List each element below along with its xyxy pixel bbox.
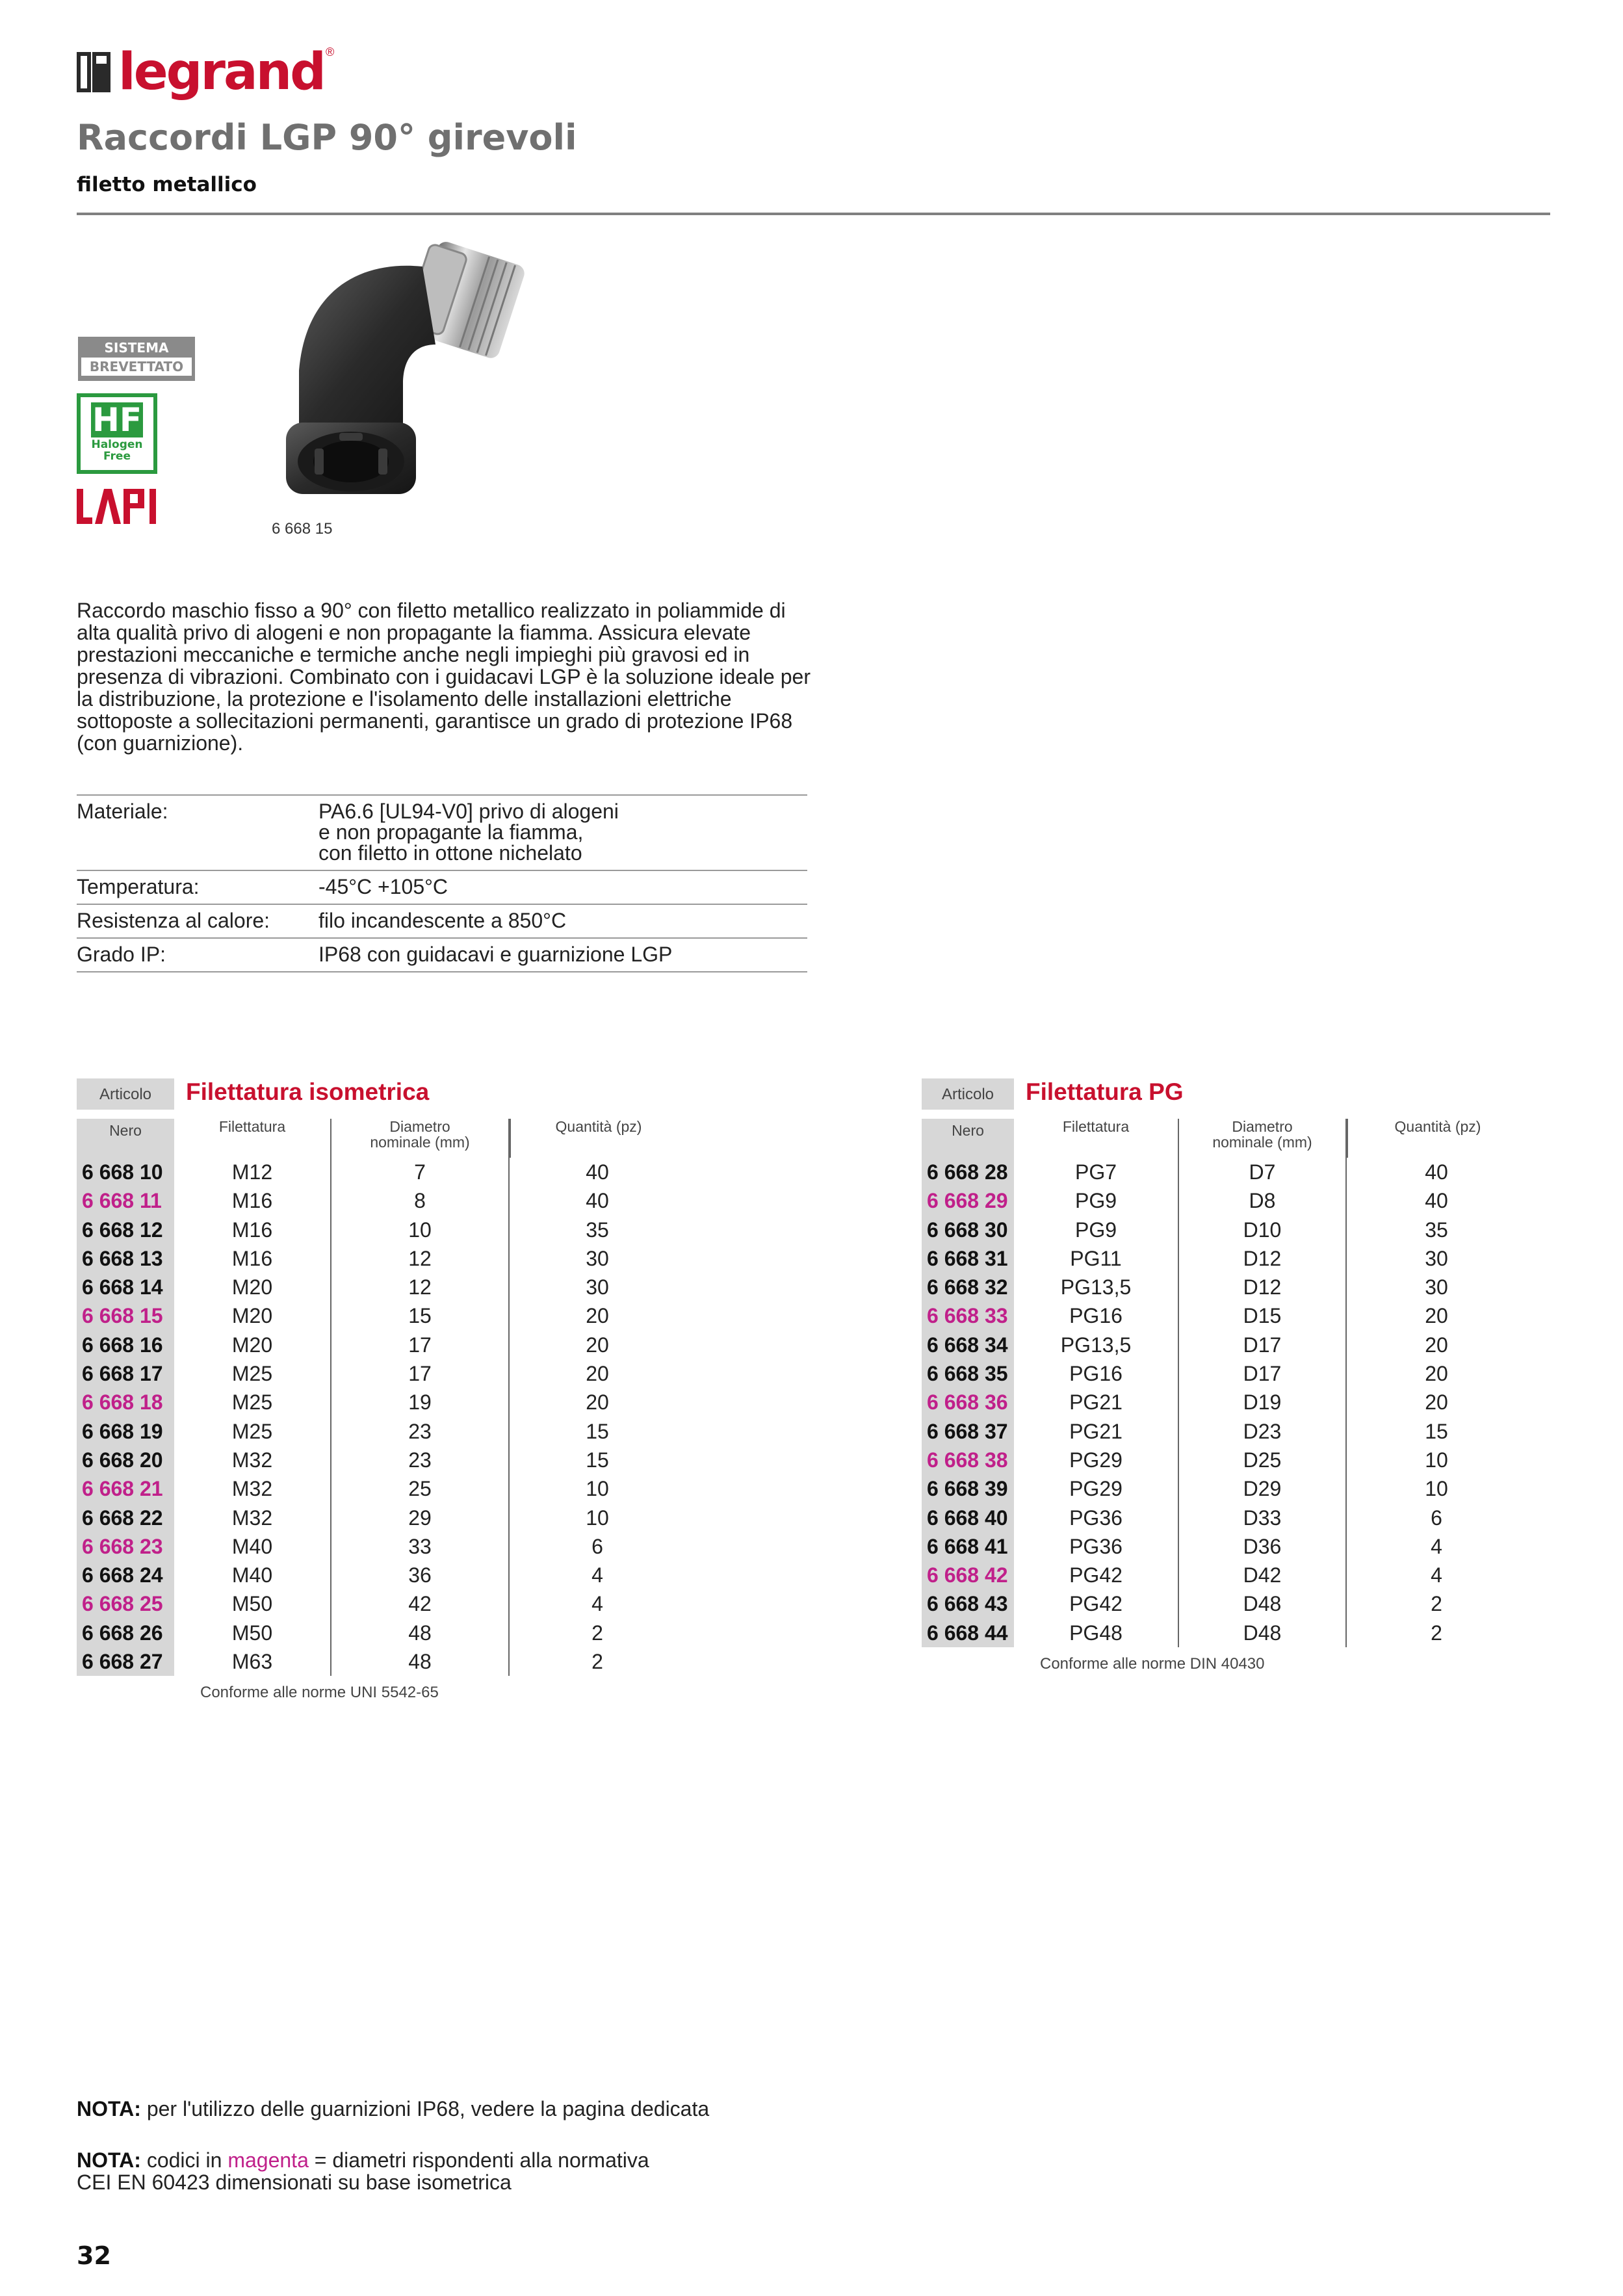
table-row [922, 1474, 1546, 1503]
article-code: 6 668 17 [77, 1359, 174, 1388]
table-pg [922, 1071, 1546, 1673]
column-headers [922, 1119, 1546, 1158]
article-code: 6 668 20 [77, 1446, 174, 1474]
article-code: 6 668 32 [922, 1273, 1014, 1301]
halogen-label: Halogen [91, 438, 143, 451]
thread-size: M32 [231, 1477, 273, 1501]
quantity: 40 [586, 1160, 609, 1184]
nominal-diameter: D15 [1178, 1301, 1347, 1330]
brand-name: legrand [118, 43, 324, 101]
table-row [77, 1244, 701, 1273]
table-row [77, 1388, 701, 1416]
nominal-diameter: 23 [330, 1417, 510, 1446]
quantity: 4 [591, 1592, 603, 1616]
thread-size: PG9 [1074, 1189, 1117, 1213]
hf-label: HF [92, 401, 142, 439]
quantity: 15 [1425, 1419, 1448, 1443]
table-row [77, 1186, 701, 1215]
table-footer: Conforme alle norme UNI 5542-65 [200, 1684, 439, 1702]
thread-size: M25 [231, 1419, 273, 1443]
free-label: Free [103, 450, 131, 463]
nominal-diameter: D19 [1178, 1388, 1347, 1416]
article-code: 6 668 28 [922, 1158, 1014, 1186]
nominal-diameter: D12 [1178, 1273, 1347, 1301]
article-code: 6 668 29 [922, 1186, 1014, 1215]
nominal-diameter: D48 [1178, 1589, 1347, 1618]
spec-label: Materiale: [77, 800, 168, 823]
article-code: 6 668 26 [77, 1619, 174, 1647]
article-code: 6 668 12 [77, 1216, 174, 1244]
article-code: 6 668 30 [922, 1216, 1014, 1244]
brand-registered: ® [325, 46, 335, 59]
product-image-code: 6 668 15 [272, 520, 333, 538]
thread-size: M32 [231, 1506, 273, 1530]
thread-size: PG48 [1069, 1621, 1123, 1645]
article-code: 6 668 11 [77, 1186, 174, 1215]
thread-size: PG16 [1069, 1304, 1123, 1328]
product-image [260, 241, 559, 514]
note2-label: NOTA: [77, 2148, 141, 2172]
table-row [77, 1589, 701, 1618]
col-header-nero: Nero [77, 1119, 174, 1158]
thread-size: PG21 [1069, 1419, 1123, 1443]
thread-size: M16 [231, 1246, 273, 1270]
spec-label: Grado IP: [77, 943, 166, 966]
thread-size: M16 [231, 1189, 273, 1213]
thread-size: PG16 [1069, 1362, 1123, 1386]
table-row [77, 1359, 701, 1388]
thread-size: PG29 [1069, 1477, 1123, 1501]
thread-size: PG42 [1069, 1563, 1123, 1587]
note-ip68 [77, 2097, 709, 2121]
table-row [922, 1216, 1546, 1244]
thread-size: PG13,5 [1060, 1333, 1132, 1357]
quantity: 20 [1425, 1362, 1448, 1386]
article-code: 6 668 27 [77, 1647, 174, 1676]
quantity: 40 [1425, 1160, 1448, 1184]
thread-size: M40 [231, 1534, 273, 1558]
article-code: 6 668 21 [77, 1474, 174, 1503]
table-row [922, 1417, 1546, 1446]
product-description: Raccordo maschio fisso a 90° con filetto metallico realizzato in poliammide di alta qualità privo di alogeni e non propagante la fiamma. Assicura elevate prestazioni meccaniche e termiche anche negli impieghi più gravosi ed in presenza di vibrazioni. Combinato con i guidacavi LGP è la soluzione ideale per la distribuzione, la protezione e l'isolamento delle installazioni elettriche sottoposte a sollecitazioni permanenti, garantisce un grado di protezione IP68 (con guarnizione). [77, 599, 811, 755]
quantity: 30 [1425, 1246, 1448, 1270]
col-header-nero: Nero [922, 1119, 1014, 1158]
article-code: 6 668 36 [922, 1388, 1014, 1416]
table-header [77, 1071, 701, 1110]
thread-size: PG13,5 [1060, 1275, 1132, 1299]
article-code: 6 668 25 [77, 1589, 174, 1618]
quantity: 30 [1425, 1275, 1448, 1299]
article-code: 6 668 13 [77, 1244, 174, 1273]
column-headers [77, 1119, 701, 1158]
nominal-diameter: D10 [1178, 1216, 1347, 1244]
spec-value: PA6.6 [UL94-V0] privo di alogeni e non propagante la fiamma, con filetto in ottone nichelato [318, 800, 619, 865]
quantity: 2 [591, 1621, 603, 1645]
nominal-diameter: D42 [1178, 1561, 1347, 1589]
table-row [77, 1474, 701, 1503]
spec-value: -45°C +105°C [318, 875, 448, 898]
table-row [77, 1417, 701, 1446]
quantity: 4 [591, 1563, 603, 1587]
nominal-diameter: 8 [330, 1186, 510, 1215]
nominal-diameter: 48 [330, 1647, 510, 1676]
table-footer: Conforme alle norme DIN 40430 [1040, 1655, 1265, 1673]
spec-row [77, 871, 807, 905]
quantity: 20 [1425, 1390, 1448, 1415]
legrand-mark-icon [77, 52, 110, 92]
table-row [77, 1619, 701, 1647]
spec-value: filo incandescente a 850°C [318, 909, 567, 932]
quantity: 10 [1425, 1477, 1448, 1501]
article-code: 6 668 42 [922, 1561, 1014, 1589]
thread-size: PG36 [1069, 1534, 1123, 1558]
article-code: 6 668 18 [77, 1388, 174, 1416]
nominal-diameter: 42 [330, 1589, 510, 1618]
nominal-diameter: 15 [330, 1301, 510, 1330]
quantity: 20 [1425, 1333, 1448, 1357]
nominal-diameter: D33 [1178, 1504, 1347, 1532]
table-row [77, 1301, 701, 1330]
table-row [922, 1331, 1546, 1359]
thread-size: M12 [231, 1160, 273, 1184]
nominal-diameter: 12 [330, 1244, 510, 1273]
sistema-brevettato-badge [78, 337, 195, 381]
col-header-filettatura: Filettatura [1062, 1118, 1130, 1135]
table-row [922, 1273, 1546, 1301]
quantity: 6 [1431, 1506, 1442, 1530]
spec-label: Resistenza al calore: [77, 909, 270, 932]
col-header-diametro: Diametro nominale (mm) [1178, 1119, 1347, 1158]
nominal-diameter: 33 [330, 1532, 510, 1561]
nominal-diameter: D8 [1178, 1186, 1347, 1215]
thread-size: PG29 [1069, 1448, 1123, 1472]
table-row [922, 1186, 1546, 1215]
thread-size: M32 [231, 1448, 273, 1472]
nominal-diameter: 29 [330, 1504, 510, 1532]
spec-row [77, 905, 807, 939]
thread-size: M20 [231, 1275, 273, 1299]
thread-size: PG11 [1070, 1246, 1122, 1270]
thread-size: PG42 [1069, 1592, 1123, 1616]
quantity: 20 [586, 1333, 609, 1357]
nominal-diameter: D25 [1178, 1446, 1347, 1474]
thread-size: PG21 [1069, 1390, 1123, 1415]
table-row [77, 1216, 701, 1244]
table-row [922, 1359, 1546, 1388]
nominal-diameter: D29 [1178, 1474, 1347, 1503]
halogen-free-badge [77, 393, 157, 474]
quantity: 2 [591, 1650, 603, 1674]
article-code: 6 668 37 [922, 1417, 1014, 1446]
quantity: 40 [1425, 1189, 1448, 1213]
article-code: 6 668 22 [77, 1504, 174, 1532]
quantity: 30 [586, 1246, 609, 1270]
nominal-diameter: 48 [330, 1619, 510, 1647]
note2-magenta-word: magenta [227, 2148, 309, 2172]
table-row [77, 1647, 701, 1676]
article-code: 6 668 41 [922, 1532, 1014, 1561]
table-row [77, 1532, 701, 1561]
article-code: 6 668 15 [77, 1301, 174, 1330]
article-code: 6 668 35 [922, 1359, 1014, 1388]
spec-value: IP68 con guidacavi e guarnizione LGP [318, 943, 673, 966]
quantity: 20 [586, 1304, 609, 1328]
nominal-diameter: 36 [330, 1561, 510, 1589]
nominal-diameter: 17 [330, 1331, 510, 1359]
header-divider [77, 213, 1550, 215]
table-row [77, 1561, 701, 1589]
note2-line2: CEI EN 60423 dimensionati su base isometrica [77, 2171, 512, 2194]
spec-label: Temperatura: [77, 875, 200, 898]
thread-size: M16 [231, 1218, 273, 1242]
table-row [922, 1589, 1546, 1618]
col-header-diametro: Diametro nominale (mm) [330, 1119, 510, 1158]
thread-size: PG7 [1074, 1160, 1117, 1184]
nominal-diameter: 17 [330, 1359, 510, 1388]
article-code: 6 668 38 [922, 1446, 1014, 1474]
quantity: 4 [1431, 1563, 1442, 1587]
table-isometric [77, 1071, 701, 1702]
thread-size: M20 [231, 1304, 273, 1328]
nominal-diameter: 23 [330, 1446, 510, 1474]
articolo-label: Articolo [77, 1078, 174, 1110]
nominal-diameter: D23 [1178, 1417, 1347, 1446]
thread-size: M25 [231, 1362, 273, 1386]
nominal-diameter: D17 [1178, 1359, 1347, 1388]
article-code: 6 668 14 [77, 1273, 174, 1301]
quantity: 10 [1425, 1448, 1448, 1472]
quantity: 10 [586, 1506, 609, 1530]
page-subtitle: filetto metallico [77, 173, 257, 196]
quantity: 6 [591, 1534, 603, 1558]
quantity: 20 [586, 1362, 609, 1386]
quantity: 2 [1431, 1621, 1442, 1645]
table-row [77, 1504, 701, 1532]
table-row [77, 1273, 701, 1301]
nominal-diameter: 25 [330, 1474, 510, 1503]
article-code: 6 668 34 [922, 1331, 1014, 1359]
table-row [922, 1561, 1546, 1589]
quantity: 30 [586, 1275, 609, 1299]
article-code: 6 668 16 [77, 1331, 174, 1359]
quantity: 15 [586, 1448, 609, 1472]
nominal-diameter: 12 [330, 1273, 510, 1301]
page-number: 32 [77, 2241, 111, 2270]
article-code: 6 668 19 [77, 1417, 174, 1446]
nominal-diameter: D7 [1178, 1158, 1347, 1186]
table-row [77, 1446, 701, 1474]
nominal-diameter: 7 [330, 1158, 510, 1186]
table-row [922, 1504, 1546, 1532]
table-row [922, 1388, 1546, 1416]
quantity: 2 [1431, 1592, 1442, 1616]
articolo-label: Articolo [922, 1078, 1014, 1110]
quantity: 35 [1425, 1218, 1448, 1242]
note1-text: per l'utilizzo delle guarnizioni IP68, vedere la pagina dedicata [140, 2097, 710, 2120]
quantity: 40 [586, 1189, 609, 1213]
brevettato-label: BREVETTATO [81, 358, 192, 376]
table-row [922, 1619, 1546, 1647]
nominal-diameter: D48 [1178, 1619, 1347, 1647]
nominal-diameter: 10 [330, 1216, 510, 1244]
quantity: 20 [586, 1390, 609, 1415]
nominal-diameter: D17 [1178, 1331, 1347, 1359]
article-code: 6 668 31 [922, 1244, 1014, 1273]
quantity: 15 [586, 1419, 609, 1443]
article-code: 6 668 10 [77, 1158, 174, 1186]
article-code: 6 668 43 [922, 1589, 1014, 1618]
spec-row [77, 939, 807, 972]
note-magenta [77, 2149, 649, 2193]
article-code: 6 668 23 [77, 1532, 174, 1561]
thread-size: M25 [231, 1390, 273, 1415]
quantity: 10 [586, 1477, 609, 1501]
article-code: 6 668 24 [77, 1561, 174, 1589]
table-row [922, 1532, 1546, 1561]
article-code: 6 668 39 [922, 1474, 1014, 1503]
table-row [922, 1301, 1546, 1330]
nominal-diameter: D12 [1178, 1244, 1347, 1273]
thread-size: PG36 [1069, 1506, 1123, 1530]
thread-size: M50 [231, 1592, 273, 1616]
table-row [922, 1244, 1546, 1273]
note1-label: NOTA: [77, 2097, 141, 2120]
article-code: 6 668 33 [922, 1301, 1014, 1330]
spec-row [77, 796, 807, 871]
table-header [922, 1071, 1546, 1110]
table-title: Filettatura PG [1026, 1078, 1184, 1105]
lapi-logo-icon [77, 486, 165, 527]
col-header-quantita: Quantità (pz) [1347, 1119, 1527, 1158]
thread-size: M50 [231, 1621, 273, 1645]
sistema-label: SISTEMA [104, 340, 169, 356]
table-row [922, 1446, 1546, 1474]
col-header-quantita: Quantità (pz) [510, 1119, 686, 1158]
table-row [922, 1158, 1546, 1186]
thread-size: M20 [231, 1333, 273, 1357]
article-code: 6 668 40 [922, 1504, 1014, 1532]
quantity: 4 [1431, 1534, 1442, 1558]
nominal-diameter: 19 [330, 1388, 510, 1416]
table-row [77, 1331, 701, 1359]
article-code: 6 668 44 [922, 1619, 1014, 1647]
table-row [77, 1158, 701, 1186]
note2-text-a: codici in [140, 2148, 228, 2172]
page-title: Raccordi LGP 90° girevoli [77, 117, 577, 158]
spec-table [77, 794, 807, 972]
table-title: Filettatura isometrica [186, 1078, 430, 1105]
lapi-text: LAPI [77, 486, 79, 487]
thread-size: M40 [231, 1563, 273, 1587]
thread-size: M63 [231, 1650, 273, 1674]
thread-size: PG9 [1074, 1218, 1117, 1242]
legrand-logo [77, 43, 334, 101]
quantity: 35 [586, 1218, 609, 1242]
note2-text-b: = diametri rispondenti alla normativa [308, 2148, 649, 2172]
nominal-diameter: D36 [1178, 1532, 1347, 1561]
col-header-filettatura: Filettatura [218, 1118, 286, 1135]
quantity: 20 [1425, 1304, 1448, 1328]
